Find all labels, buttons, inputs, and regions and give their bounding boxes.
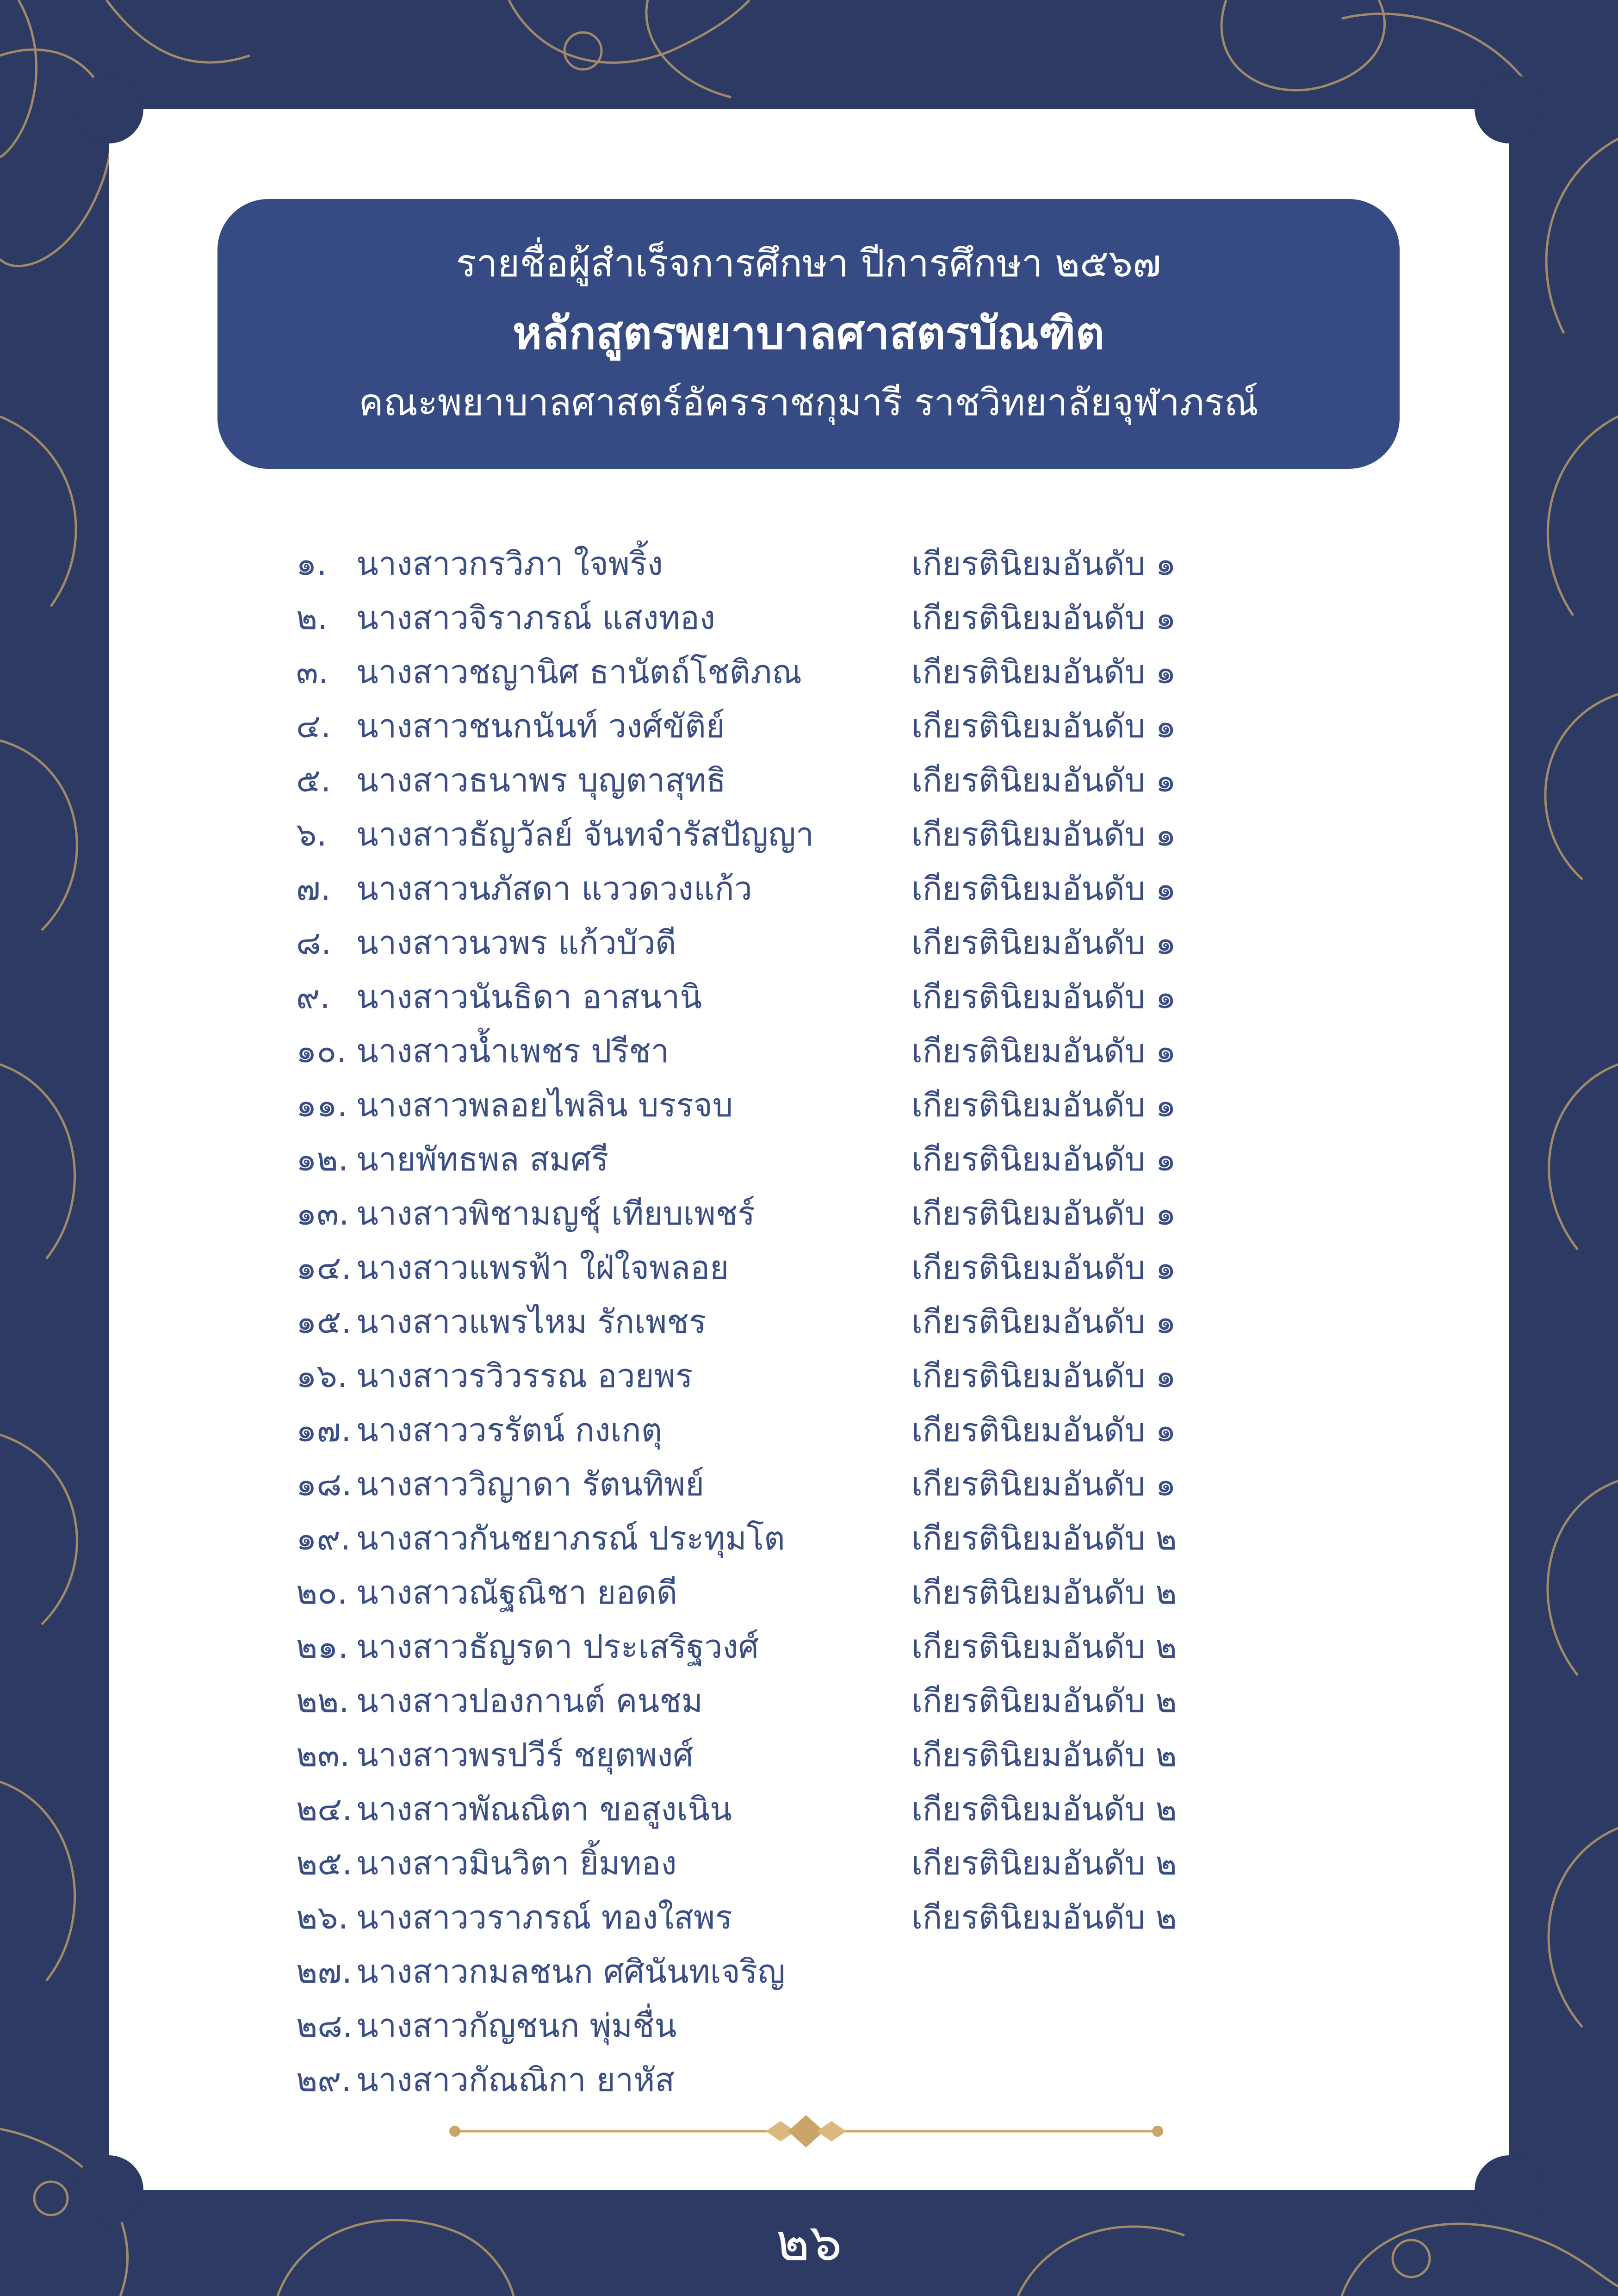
graduate-row (296, 1999, 1407, 2053)
graduate-name: นางสาวกัณณิกา ยาหัส (356, 2061, 675, 2099)
banner-line-graduates-title: รายชื่อผู้สำเร็จการศึกษา ปีการศึกษา ๒๕๖๗ (456, 242, 1161, 286)
card-corner-notch (74, 74, 143, 143)
graduate-name: นางสาวมินวิตา ยิ้มทอง (356, 1844, 677, 1882)
graduate-name: นางสาวนภัสดา แววดวงแก้ว (356, 870, 752, 908)
graduate-honor: เกียรตินิยมอันดับ ๒ (911, 1736, 1177, 1774)
graduate-number: ๒๐. (296, 1574, 348, 1612)
graduate-row (296, 1728, 1407, 1782)
graduate-row (296, 1891, 1407, 1945)
graduate-row (296, 862, 1407, 916)
graduate-number: ๑๑. (296, 1086, 348, 1124)
graduate-row (296, 1945, 1407, 1999)
graduate-honor: เกียรตินิยมอันดับ ๑ (911, 1195, 1176, 1232)
graduate-row (296, 699, 1407, 753)
graduate-row (296, 1349, 1407, 1403)
graduate-row (296, 1782, 1407, 1836)
graduate-name: นางสาวธัญรดา ประเสริฐวงศ์ (356, 1628, 759, 1666)
graduate-number: ๒๙. (296, 2061, 352, 2099)
graduate-honor: เกียรตินิยมอันดับ ๒ (911, 1898, 1177, 1936)
graduate-number: ๒๕. (296, 1844, 353, 1882)
graduate-name: นางสาวธัญวัลย์ จันทจำรัสปัญญา (356, 815, 814, 853)
graduate-row (296, 970, 1407, 1024)
graduate-number: ๑๐. (296, 1032, 347, 1070)
graduate-honor: เกียรตินิยมอันดับ ๑ (911, 1086, 1176, 1124)
graduate-row (296, 1674, 1407, 1728)
graduate-number: ๒๓. (296, 1736, 350, 1774)
graduate-name: นางสาวนวพร แก้วบัวดี (356, 924, 676, 962)
graduate-number: ๑๙. (296, 1519, 351, 1557)
graduate-honor: เกียรตินิยมอันดับ ๑ (911, 1465, 1176, 1503)
graduate-number: ๑๒. (296, 1140, 348, 1178)
graduate-honor: เกียรตินิยมอันดับ ๑ (911, 599, 1176, 637)
graduate-name: นางสาวน้ำเพชร ปรีชา (356, 1032, 670, 1070)
graduate-name: นางสาววราภรณ์ ทองใสพร (356, 1898, 732, 1936)
graduate-name: นางสาวกรวิภา ใจพริ้ง (356, 545, 663, 583)
graduate-row (296, 1132, 1407, 1187)
graduate-number: ๒๔. (296, 1790, 353, 1828)
graduate-name: นางสาวพลอยไพลิน บรรจบ (356, 1086, 733, 1124)
graduate-name: นางสาววรรัตน์ กงเกตุ (356, 1411, 663, 1449)
graduate-number: ๘. (296, 924, 332, 962)
graduate-honor: เกียรตินิยมอันดับ ๒ (911, 1790, 1177, 1828)
graduate-name: นายพัทธพล สมศรี (356, 1140, 609, 1178)
graduate-number: ๑๗. (296, 1411, 352, 1449)
graduate-honor: เกียรตินิยมอันดับ ๒ (911, 1844, 1177, 1882)
graduate-number: ๓. (296, 653, 329, 691)
graduate-number: ๑๕. (296, 1303, 352, 1341)
graduate-name: นางสาวจิราภรณ์ แสงทอง (356, 599, 715, 637)
graduate-name: นางสาวณัฐณิชา ยอดดี (356, 1574, 678, 1612)
graduate-row (296, 1403, 1407, 1457)
graduate-row (296, 1836, 1407, 1891)
graduate-honor: เกียรตินิยมอันดับ ๑ (911, 870, 1176, 908)
graduate-honor: เกียรตินิยมอันดับ ๑ (911, 1411, 1176, 1449)
graduate-number: ๒๒. (296, 1682, 349, 1720)
graduate-name: นางสาวกมลชนก ศศินันทเจริญ (356, 1953, 785, 1991)
graduate-name: นางสาวแพรฟ้า ใฝ่ใจพลอย (356, 1249, 729, 1287)
graduate-row (296, 537, 1407, 591)
graduate-number: ๑๔. (296, 1249, 352, 1287)
graduate-name: นางสาวปองกานต์ คนชม (356, 1682, 703, 1720)
graduate-honor: เกียรตินิยมอันดับ ๑ (911, 978, 1176, 1016)
graduate-number: ๖. (296, 815, 327, 853)
graduate-row (296, 1620, 1407, 1674)
graduate-name: นางสาวพรปวีร์ ชยุตพงศ์ (356, 1736, 694, 1774)
graduate-number: ๙. (296, 978, 330, 1016)
graduate-number: ๒๘. (296, 2007, 353, 2045)
title-banner (217, 199, 1400, 469)
ornamental-divider (446, 2113, 1166, 2150)
graduate-honor: เกียรตินิยมอันดับ ๑ (911, 653, 1176, 691)
graduate-honor: เกียรตินิยมอันดับ ๑ (911, 815, 1176, 853)
graduate-row (296, 1512, 1407, 1566)
graduate-honor: เกียรตินิยมอันดับ ๑ (911, 1032, 1176, 1070)
graduate-number: ๑๓. (296, 1195, 349, 1232)
graduate-name: นางสาวชนกนันท์ วงศ์ขัติย์ (356, 707, 725, 745)
graduate-name: นางสาวพัณณิตา ขอสูงเนิน (356, 1790, 732, 1828)
graduate-honor: เกียรตินิยมอันดับ ๑ (911, 1140, 1176, 1178)
graduate-name: นางสาวกัญชนก พุ่มชื่น (356, 2007, 677, 2045)
graduate-number: ๒๑. (296, 1628, 348, 1666)
graduate-row (296, 1457, 1407, 1512)
banner-line-program: หลักสูตรพยาบาลศาสตรบัณฑิต (512, 307, 1105, 359)
graduate-list (296, 537, 1407, 2107)
banner-line-faculty: คณะพยาบาลศาสตร์อัครราชกุมารี ราชวิทยาลัยจุฬาภรณ์ (359, 381, 1258, 424)
graduate-row (296, 808, 1407, 862)
graduate-row (296, 916, 1407, 970)
graduate-name: นางสาววิญาดา รัตนทิพย์ (356, 1465, 705, 1503)
graduate-honor: เกียรตินิยมอันดับ ๑ (911, 707, 1176, 745)
graduate-number: ๗. (296, 870, 331, 908)
graduate-row (296, 1566, 1407, 1620)
graduate-row (296, 1241, 1407, 1295)
graduate-name: นางสาวธนาพร บุญตาสุทธิ (356, 761, 726, 799)
graduate-honor: เกียรตินิยมอันดับ ๒ (911, 1519, 1177, 1557)
graduate-honor: เกียรตินิยมอันดับ ๑ (911, 545, 1176, 583)
graduate-honor: เกียรตินิยมอันดับ ๒ (911, 1628, 1177, 1666)
graduate-number: ๒. (296, 599, 328, 637)
graduate-number: ๒๖. (296, 1898, 348, 1936)
graduate-honor: เกียรตินิยมอันดับ ๑ (911, 1303, 1176, 1341)
graduate-name: นางสาวรวิวรรณ อวยพร (356, 1357, 693, 1395)
graduate-honor: เกียรตินิยมอันดับ ๑ (911, 1357, 1176, 1395)
graduate-row (296, 1295, 1407, 1349)
graduate-row (296, 2053, 1407, 2107)
page-number: ๒๖ (776, 2213, 842, 2272)
graduate-honor: เกียรตินิยมอันดับ ๒ (911, 1682, 1177, 1720)
graduate-name: นางสาวแพรไหม รักเพชร (356, 1303, 707, 1341)
graduate-name: นางสาวกันชยาภรณ์ ประทุมโต (356, 1519, 785, 1557)
graduate-honor: เกียรตินิยมอันดับ ๑ (911, 1249, 1176, 1287)
graduate-row (296, 1078, 1407, 1132)
card-corner-notch (1475, 74, 1544, 143)
graduate-number: ๑๘. (296, 1465, 352, 1503)
graduate-honor: เกียรตินิยมอันดับ ๒ (911, 1574, 1177, 1612)
graduate-number: ๕. (296, 761, 331, 799)
graduate-honor: เกียรตินิยมอันดับ ๑ (911, 761, 1176, 799)
graduate-honor: เกียรตินิยมอันดับ ๑ (911, 924, 1176, 962)
graduate-name: นางสาวชญานิศ ธานัตถ์โชติภณ (356, 653, 802, 691)
graduate-name: นางสาวพิชามญชุ์ เทียบเพชร์ (356, 1195, 755, 1232)
graduate-number: ๑. (296, 545, 327, 583)
graduate-row (296, 1024, 1407, 1078)
graduate-number: ๒๗. (296, 1953, 353, 1991)
graduate-name: นางสาวนันธิดา อาสนานิ (356, 978, 702, 1016)
graduate-number: ๔. (296, 707, 331, 745)
graduate-row (296, 591, 1407, 645)
graduate-row (296, 1187, 1407, 1241)
graduate-number: ๑๖. (296, 1357, 348, 1395)
graduate-row (296, 753, 1407, 808)
graduate-row (296, 645, 1407, 699)
